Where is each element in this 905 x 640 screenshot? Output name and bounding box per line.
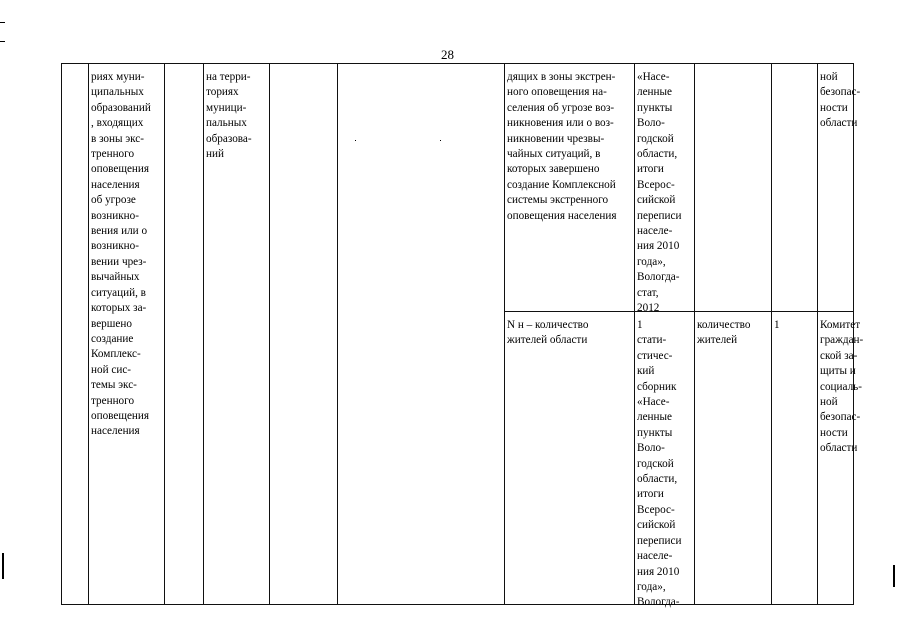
column-border: [164, 63, 165, 605]
cell-indicator-name: риях муни- ципальных образований , входящих в зоны экс- тренного оповещения населения об угрозе возникно- вения или о возникно- вении чрез- вычайных ситуаций, в которых за- вершено создание Комплекс- ной сис- темы экс- тренного оповещения населения: [91, 71, 151, 438]
column-border: [771, 63, 772, 605]
cell-periodicity: 1: [774, 319, 780, 331]
column-border: [504, 63, 505, 605]
column-border: [203, 63, 204, 605]
column-border: [269, 63, 270, 605]
scan-artifact: [2, 553, 4, 579]
scan-artifact: [355, 140, 356, 141]
cell-data-source: 1 стати- стичес- кий сборник «Насе- ленные пункты Воло- годской области, итоги Всерос- сийской переписи населе- ния 2010 года», Вологда-: [637, 319, 682, 609]
cell-formula-description: дящих в зоны экстрен- ного оповещения на- селения об угрозе воз- никновения или о воз- никновении чрезвы- чайных ситуаций, в которых завершено создание Комплексной системы экстренного оповещения населения: [507, 71, 617, 222]
cell-unit: количество жителей: [697, 319, 751, 347]
table-bottom-border: [61, 604, 854, 605]
cell-responsible: ной безопас- ности области: [820, 71, 861, 130]
cell-responsible: Комитет граждан- ской за- щиты и социаль- ной безопас- ности области: [820, 319, 864, 455]
column-border: [61, 63, 62, 605]
scan-artifact: [440, 140, 441, 141]
column-border: [694, 63, 695, 605]
cell-data-source: «Насе- ленные пункты Воло- годской области, итоги Всерос- сийской переписи населе- ния 2010 года», Вологда- стат, 2012: [637, 71, 682, 315]
column-border: [337, 63, 338, 605]
scan-artifact: [893, 565, 895, 587]
cell-formula-description: N н – количество жителей области: [507, 319, 589, 347]
column-border: [88, 63, 89, 605]
column-border: [634, 63, 635, 605]
scan-artifact: [0, 22, 5, 23]
cell-territory: на терри- ториях муници- пальных образова- ний: [206, 71, 252, 161]
scan-artifact: [0, 41, 5, 42]
table-top-border: [61, 63, 854, 64]
column-border: [817, 63, 818, 605]
page-number: 28: [441, 47, 454, 62]
